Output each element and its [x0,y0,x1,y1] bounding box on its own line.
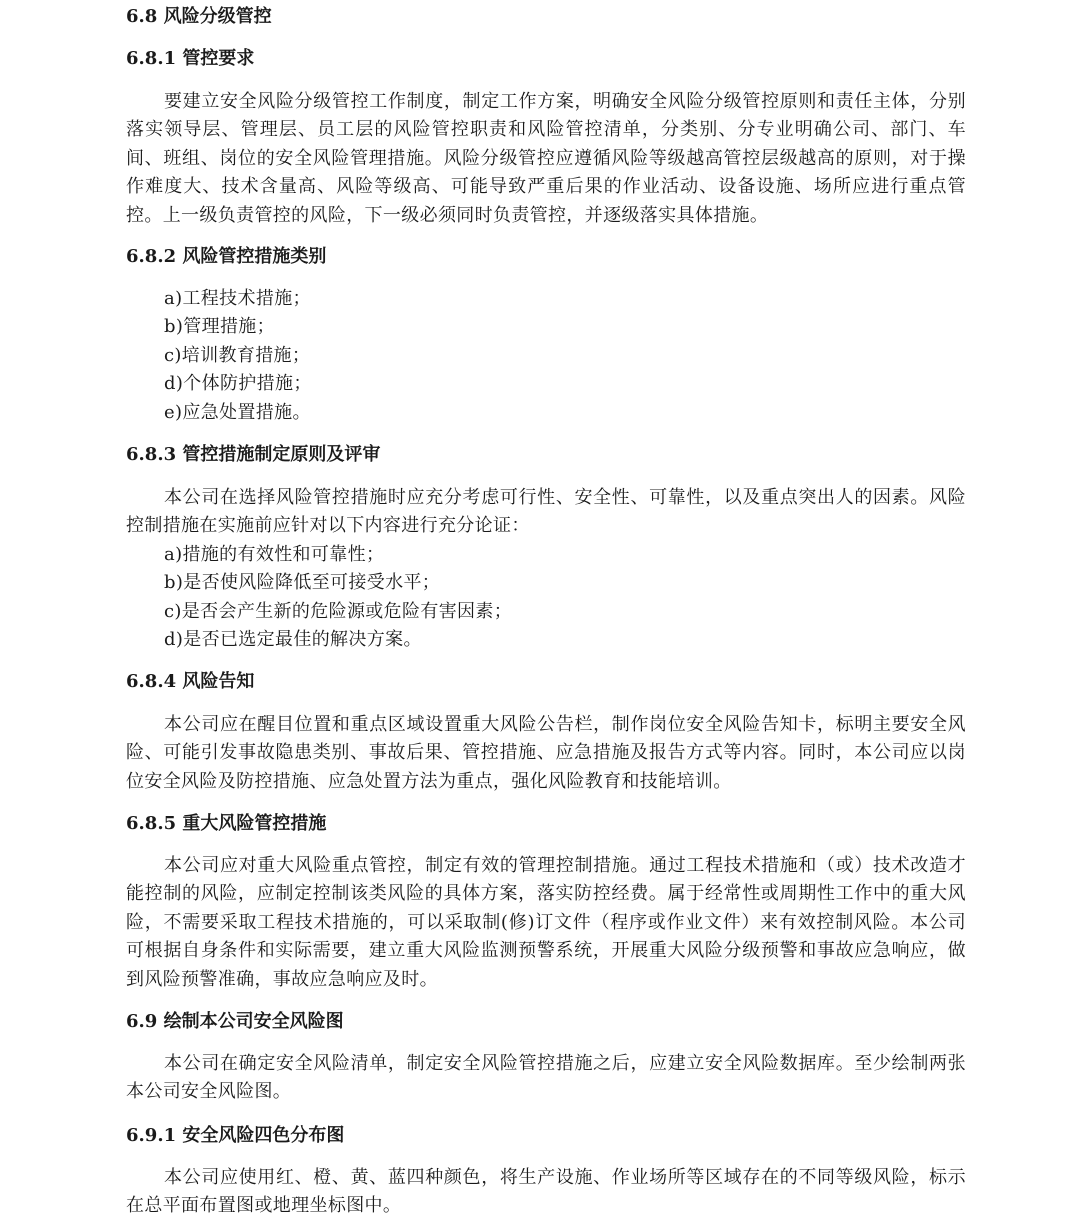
list-item: b)是否使风险降低至可接受水平； [164,572,441,594]
section-6-8-4-title: 6.8.4 风险告知 [126,671,255,692]
list-item: a)措施的有效性和可靠性； [164,544,385,565]
list-item: e)应急处置措施。 [164,401,311,423]
section-6-9-1-paragraph: 本公司应使用红、橙、黄、蓝四种颜色，将生产设施、作业场所等区域存在的不同等级风险，标示在总平面布置图或地理坐标图中。 [126,1167,966,1217]
list-item: d)个体防护措施； [164,373,312,395]
section-6-8-5-title: 6.8.5 重大风险管控措施 [126,813,327,834]
list-item: a)工程技术措施； [164,288,311,309]
list-item: d)是否已选定最佳的解决方案。 [164,629,422,651]
section-6-9-paragraph: 本公司在确定安全风险清单，制定安全风险管控措施之后，应建立安全风险数据库。至少绘制两张本公司安全风险图。 [126,1053,966,1103]
section-6-8-3-title: 6.8.3 管控措施制定原则及评审 [126,444,381,465]
section-6-8-2-list [126,285,966,427]
section-6-9-title: 6.9 绘制本公司安全风险图 [126,1011,344,1032]
section-6-8-5-paragraph: 本公司应对重大风险重点管控，制定有效的管理控制措施。通过工程技术措施和（或）技术改造才能控制的风险，应制定控制该类风险的具体方案，落实防控经费。属于经常性或周期性工作中的重大风险，不需要采取工程技术措施的，可以采取制(修)订文件（程序或作业文件）来有效控制风险。本公司可根据自身条件和实际需要，建立重大风险监测预警系统，开展重大风险分级预警和事故应急响应，做到风险预警准确，事故应急响应及时。 [126,855,966,990]
list-item: c)是否会产生新的危险源或危险有害因素； [164,600,513,622]
list-item: c)培训教育措施； [164,344,311,366]
section-6-8-1-title: 6.8.1 管控要求 [126,48,255,69]
list-item: b)管理措施； [164,316,275,338]
section-6-8-title: 6.8 风险分级管控 [126,6,272,27]
section-6-8-3-list [126,541,966,655]
section-6-9-1-title: 6.9.1 安全风险四色分布图 [126,1125,345,1146]
section-6-8-4-paragraph: 本公司应在醒目位置和重点区域设置重大风险公告栏，制作岗位安全风险告知卡，标明主要安全风险、可能引发事故隐患类别、事故后果、管控措施、应急措施及报告方式等内容。同时，本公司应以岗位安全风险及防控措施、应急处置方法为重点，强化风险教育和技能培训。 [126,714,966,792]
section-6-8-1-paragraph: 要建立安全风险分级管控工作制度，制定工作方案，明确安全风险分级管控原则和责任主体，分别落实领导层、管理层、员工层的风险管控职责和风险管控清单，分类别、分专业明确公司、部门、车间、班组、岗位的安全风险管理措施。风险分级管控应遵循风险等级越高管控层级越高的原则，对于操作难度大、技术含量高、风险等级高、可能导致严重后果的作业活动、设备设施、场所应进行重点管控。上一级负责管控的风险，下一级必须同时负责管控，并逐级落实具体措施。 [126,91,966,226]
section-6-8-3-paragraph: 本公司在选择风险管控措施时应充分考虑可行性、安全性、可靠性，以及重点突出人的因素。风险控制措施在实施前应针对以下内容进行充分论证： [126,487,966,537]
section-6-8-2-title: 6.8.2 风险管控措施类别 [126,246,327,267]
